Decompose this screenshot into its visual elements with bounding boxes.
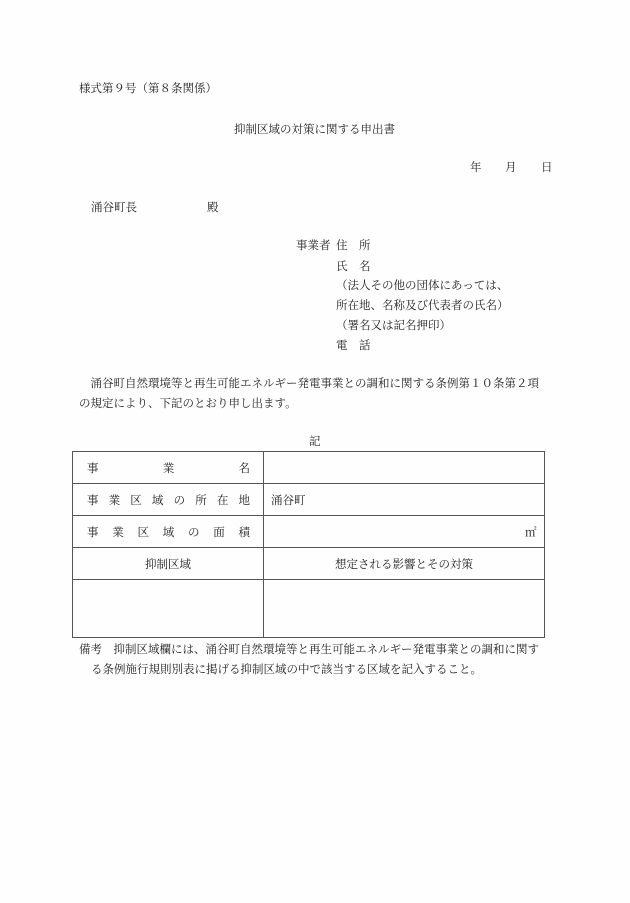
- date-day: 日: [541, 160, 553, 174]
- date-year: 年: [470, 160, 482, 174]
- address-label: 住 所: [336, 238, 371, 252]
- row-divider: [73, 547, 544, 548]
- area-unit: ㎡: [525, 525, 537, 539]
- corporate-note-line2: 所在地、名称及び代表者の氏名）: [336, 298, 509, 312]
- value-business-area[interactable]: [271, 525, 511, 539]
- application-table: [72, 451, 545, 638]
- addressee-honorific: 殿: [207, 200, 219, 214]
- label-business-area: 事 業 区 域 の 面 積: [87, 525, 250, 539]
- row-divider: [73, 483, 544, 484]
- header-impact-countermeasures: 想定される影響とその対策: [335, 557, 473, 571]
- form-number: 様式第９号（第８条関係）: [79, 81, 217, 95]
- label-business-location: 事 業 区 域 の 所 在 地: [87, 493, 250, 507]
- entry-restricted-area[interactable]: [79, 586, 257, 632]
- row-divider: [73, 515, 544, 516]
- ki-heading: 記: [309, 434, 321, 448]
- remarks-line-1: 備考 抑制区域欄には、涌谷町自然環境等と再生可能エネルギー発電事業との調和に関す: [79, 642, 539, 656]
- date-month: 月: [505, 160, 517, 174]
- value-business-name[interactable]: [271, 461, 536, 475]
- body-line-2: の規定により、下記のとおり申し出ます。: [79, 396, 297, 410]
- phone-label: 電 話: [336, 338, 371, 352]
- column-divider: [263, 452, 264, 638]
- remarks-line-2: る条例施行規則別表に掲げる抑制区域の中で該当する区域を記入すること。: [91, 662, 482, 676]
- document-title: 抑制区域の対策に関する申出書: [234, 122, 395, 136]
- name-label: 氏 名: [336, 259, 371, 273]
- value-business-location[interactable]: 涌谷町: [271, 493, 306, 507]
- entry-impact-countermeasures[interactable]: [270, 586, 538, 632]
- row-divider: [73, 579, 544, 580]
- signature-note: （署名又は記名押印）: [336, 318, 451, 332]
- corporate-note-line1: （法人その他の団体にあっては、: [336, 278, 509, 292]
- addressee-name: 涌谷町長: [91, 200, 137, 214]
- applicant-label: 事業者: [296, 238, 331, 252]
- label-business-name: 事 業 名: [87, 461, 250, 475]
- body-line-1: 涌谷町自然環境等と再生可能エネルギー発電事業との調和に関する条例第１０条第２項: [79, 376, 539, 390]
- header-restricted-area: 抑制区域: [145, 557, 191, 571]
